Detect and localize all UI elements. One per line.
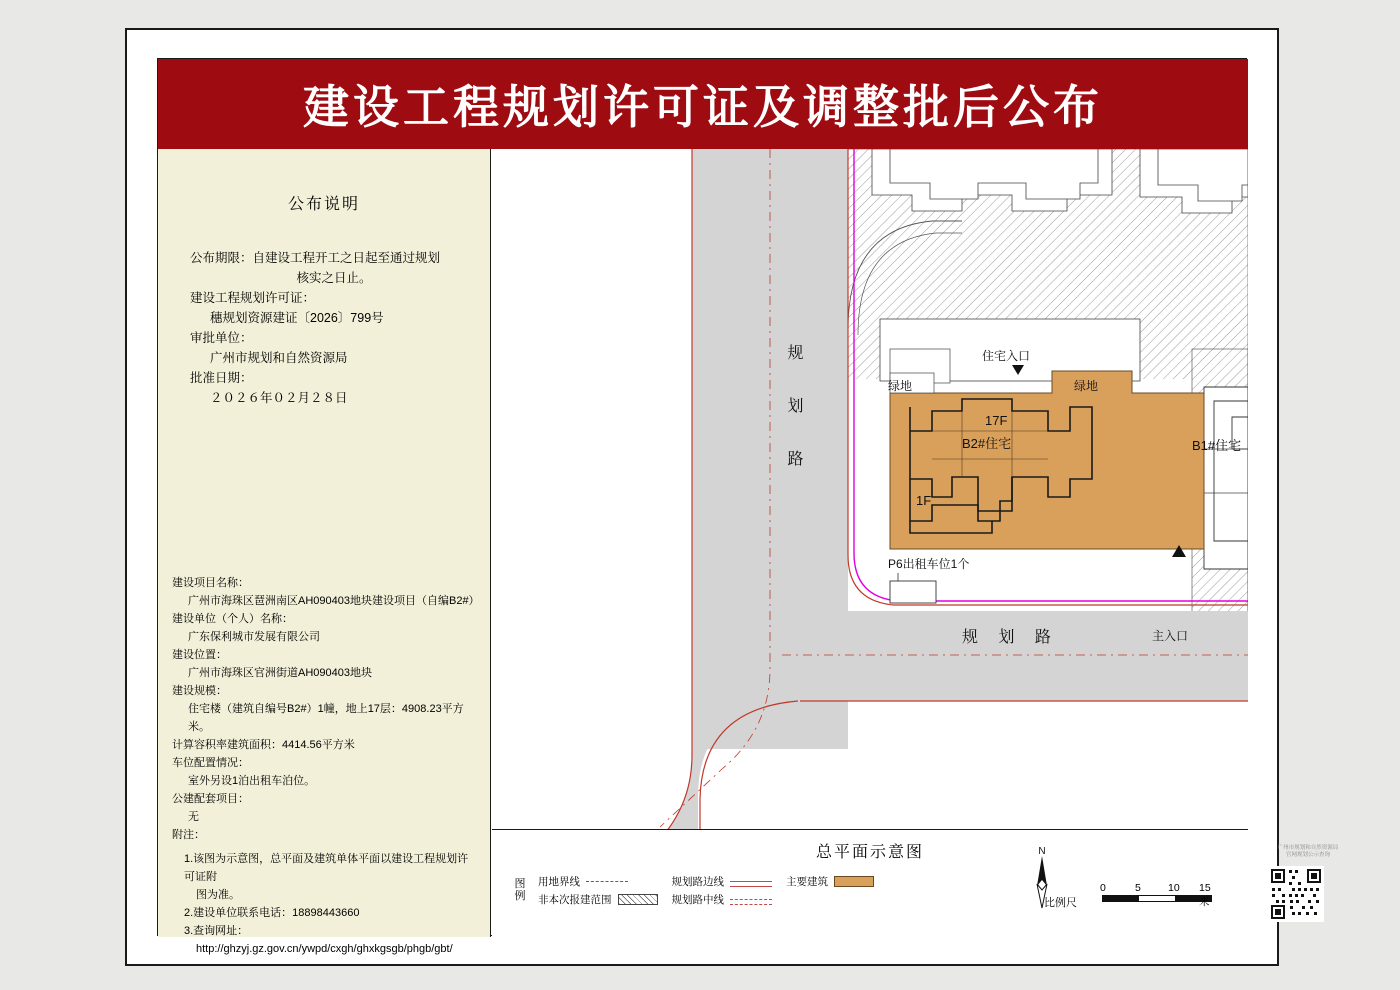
scale-bar — [1044, 882, 1220, 909]
page-title: 建设工程规划许可证及调整批后公布 — [303, 80, 1103, 134]
neighbour-building-label: B1#住宅 — [1192, 438, 1242, 453]
green-area-label-right: 绿地 — [1074, 379, 1099, 393]
scale-tick-labels — [1100, 882, 1220, 908]
watermark-text — [1268, 845, 1348, 859]
scale-tick-1: 5 — [1135, 882, 1141, 894]
scale-value: 住宅楼（建筑自编号B2#）1幢，地上17层：4908.23平方米。 — [188, 703, 464, 733]
notice-heading: 公布说明 — [287, 196, 360, 213]
main-building-shape — [890, 371, 1204, 549]
road-centre-line-icon — [730, 899, 772, 900]
legend-block — [512, 872, 888, 908]
qr-code-icon — [1268, 866, 1324, 922]
legend-item-roadmid — [672, 890, 773, 908]
parking-value: 室外另设1泊出租车泊位。 — [188, 775, 316, 787]
notice-period-label: 公布期限： — [190, 251, 253, 265]
drawing-sheet — [125, 28, 1279, 966]
authority-value: 广州市规划和自然资源局 — [210, 351, 348, 365]
scale-tick-2: 10 — [1168, 882, 1180, 894]
note-1b: 图为准。 — [196, 889, 240, 901]
permit-value: 穗规划资源建证〔2026〕799号 — [210, 311, 384, 325]
legend-column-1 — [538, 872, 658, 908]
main-entrance-label: 主入口 — [1152, 629, 1189, 643]
scale-bar-blocks — [1102, 895, 1212, 902]
building-floor-label: 17F — [985, 413, 1008, 428]
title-banner — [158, 59, 1248, 149]
location-label: 建设位置： — [172, 649, 227, 661]
parking-label: 车位配置情况： — [172, 757, 249, 769]
note-2: 2.建设单位联系电话：18898443660 — [184, 907, 360, 919]
main-building-icon — [834, 876, 874, 887]
site-plan-drawing — [492, 149, 1248, 937]
taxi-parking-label: P6出租车位1个 — [888, 557, 970, 571]
project-name-label: 建设项目名称： — [172, 577, 249, 589]
legend-item-roadedge — [672, 872, 773, 890]
legend-word — [512, 878, 528, 902]
authority-label: 审批单位： — [190, 331, 253, 345]
build-unit-value: 广东保利城市发展有限公司 — [188, 631, 320, 643]
site-plan-map — [492, 149, 1248, 937]
legend-item-boundary — [538, 872, 658, 890]
road-edge-line-icon — [730, 881, 772, 882]
legend-label-boundary: 用地界线 — [538, 875, 580, 888]
hatch-area-icon — [618, 894, 658, 905]
notice-block — [158, 248, 490, 408]
approval-label: 批准日期： — [190, 371, 253, 385]
permit-label: 建设工程规划许可证： — [190, 291, 316, 305]
plan-title: 总平面示意图 — [815, 844, 924, 861]
scale-tick-3: 15米 — [1199, 882, 1211, 908]
public-facility-label: 公建配套项目： — [172, 793, 249, 805]
project-name-value: 广州市海珠区琶洲南区AH090403地块建设项目（自编B2#） — [188, 595, 480, 607]
legend-word-text: 图例 — [514, 878, 526, 902]
building-name-label: B2#住宅 — [962, 436, 1012, 451]
scale-label: 建设规模： — [172, 685, 227, 697]
build-unit-label: 建设单位（个人）名称： — [172, 613, 293, 625]
note-3-url: http://ghzyj.gz.gov.cn/ywpd/cxgh/ghxkgsgb/phgb/gbt/ — [196, 943, 453, 955]
far-label: 计算容积率建筑面积：4414.56平方米 — [172, 739, 355, 751]
legend-item-hatch — [538, 890, 658, 908]
boundary-line-icon — [586, 881, 628, 882]
location-value: 广州市海珠区官洲街道AH090403地块 — [188, 667, 372, 679]
legend-label-roadedge: 规划路边线 — [671, 875, 724, 888]
legend-label-roadmid: 规划路中线 — [671, 893, 724, 906]
residence-entrance-label: 住宅入口 — [982, 349, 1031, 363]
notes-list — [172, 850, 477, 958]
project-block — [158, 574, 491, 958]
note-3: 3.查询网址： — [184, 925, 249, 937]
legend-item-building — [786, 872, 874, 890]
notice-period-value2: 核实之日止。 — [296, 271, 372, 285]
legend-label-building: 主要建筑 — [786, 875, 828, 888]
legend-label-hatch: 非本次报建范围 — [538, 893, 612, 906]
svg-text:N: N — [1038, 846, 1046, 857]
building-low-floor-label: 1F — [916, 493, 932, 508]
sheet-inner-border — [157, 58, 1247, 955]
legend-column-3 — [786, 872, 874, 908]
watermark-line-2: 官网规划公示查询 — [1285, 852, 1330, 858]
legend-bar — [492, 829, 1248, 937]
info-panel — [158, 149, 491, 955]
public-facility-value: 无 — [188, 811, 199, 823]
notice-period-value: 自建设工程开工之日起至通过规划 — [252, 251, 441, 265]
road-label-horizontal: 规 划 路 — [962, 629, 1059, 646]
approval-value: ２０２６年０２月２８日 — [210, 391, 348, 405]
scale-tick-0: 0 — [1100, 882, 1106, 894]
scale-bar-label: 比例尺 — [1044, 897, 1077, 909]
note-1: 1.该图为示意图，总平面及建筑单体平面以建设工程规划许可证附 — [184, 853, 469, 883]
green-area-label-left: 绿地 — [888, 379, 913, 393]
notes-label: 附注： — [172, 829, 205, 841]
legend-column-2 — [672, 872, 773, 908]
road-label-vertical: 规 划 路 — [785, 344, 802, 476]
watermark-line-1: 广州市规划和自然资源局 — [1277, 845, 1339, 851]
